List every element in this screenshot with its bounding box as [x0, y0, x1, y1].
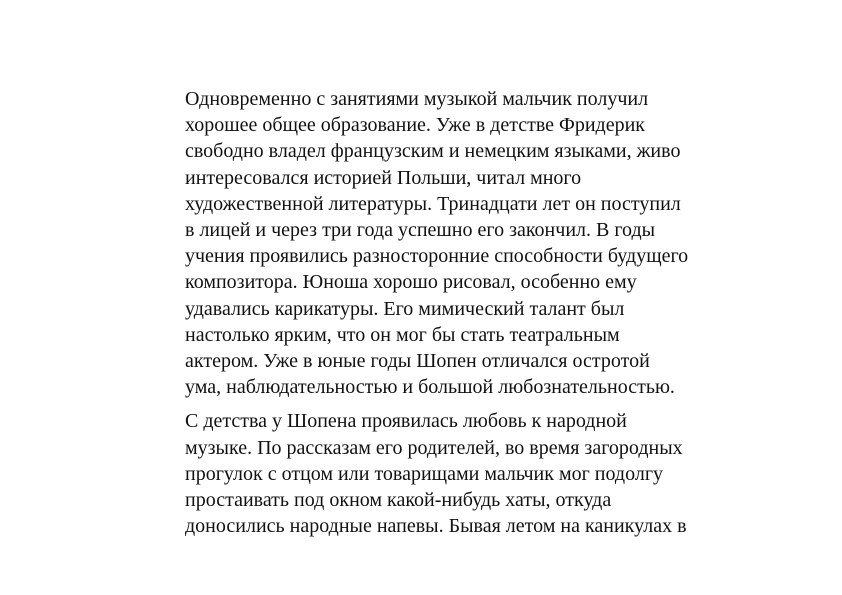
- text-line: музыке. По рассказам его родителей, во время загородных: [185, 436, 683, 459]
- text-line: хорошее общее образование. Уже в детстве Фридерик: [185, 114, 646, 137]
- text-line: свободно владел французским и немецким языками, живо: [185, 140, 681, 163]
- text-line: простаивать под окном какой-нибудь хаты, откуда: [185, 489, 612, 512]
- text-line: прогулок с отцом или товарищами мальчик мог подолгу: [185, 462, 664, 485]
- text-line: художественной литературы. Тринадцати лет он поступил: [185, 192, 681, 215]
- text-body: [185, 86, 745, 539]
- text-line: удавались карикатуры. Его мимический талант был: [185, 297, 625, 320]
- text-line: актером. Уже в юные годы Шопен отличался остротой: [185, 350, 650, 373]
- text-line: композитора. Юноша хорошо рисовал, особенно ему: [185, 271, 637, 294]
- text-line: учения проявились разносторонние способности будущего: [185, 245, 689, 268]
- text-line: интересовался историей Польши, читал много: [185, 166, 582, 189]
- text-line: доносились народные напевы. Бывая летом на каникулах в: [185, 515, 687, 538]
- text-line: в лицей и через три года успешно его закончил. В годы: [185, 219, 656, 242]
- paragraph-1: [185, 86, 745, 400]
- text-line: ума, наблюдательностью и большой любознательностью.: [185, 376, 675, 399]
- text-line: С детства у Шопена проявилась любовь к народной: [185, 410, 627, 433]
- paragraph-2: [185, 408, 745, 539]
- text-line: настолько ярким, что он мог бы стать театральным: [185, 323, 620, 346]
- text-line: Одновременно с занятиями музыкой мальчик получил: [185, 88, 649, 110]
